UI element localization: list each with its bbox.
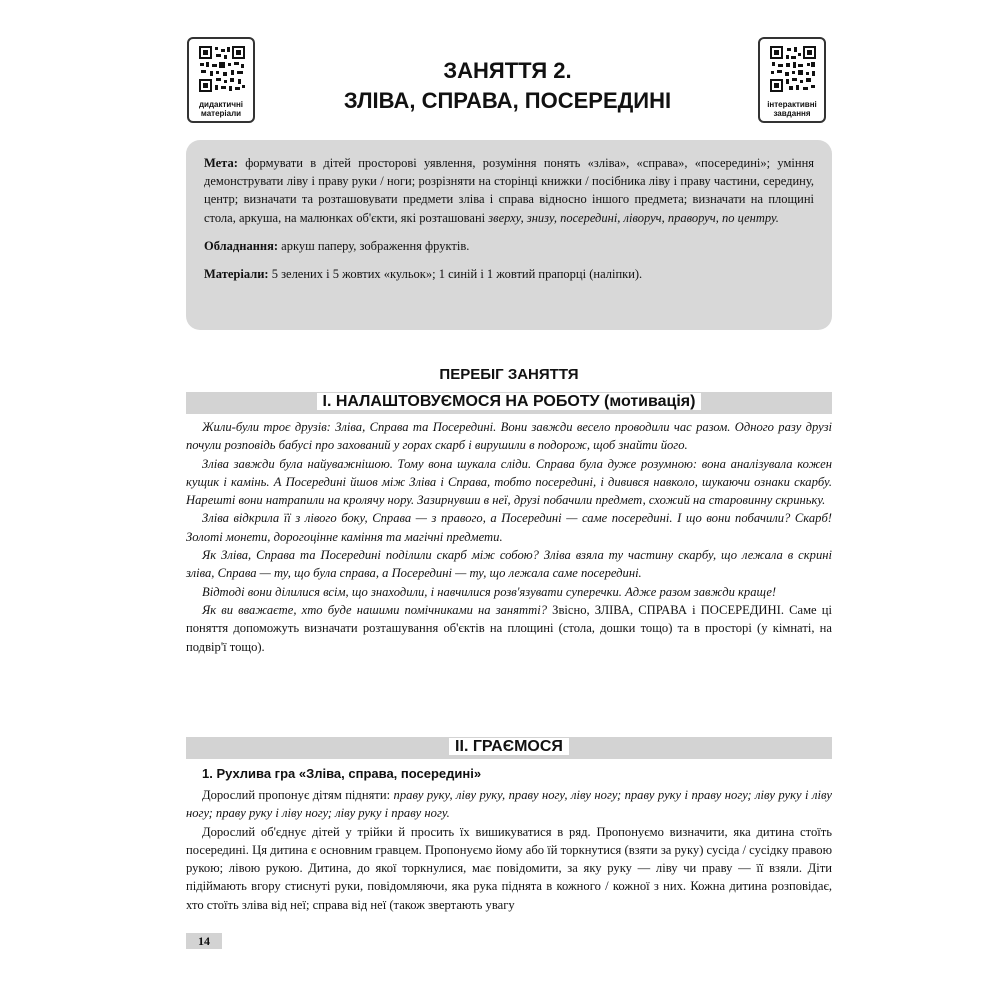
materials-label: Матеріали: [204,267,269,282]
story-paragraph-5: Відтоді вони ділилися всім, що знаходили, і навчилися розв'язувати суперечки. Адже разом завжди краще! [202,584,777,599]
equipment-paragraph [204,237,814,255]
story-answer: Звісно, ЗЛІВА, СПРАВА і ПОСЕРЕДИНІ. Саме ці поняття допоможуть визначати розташування об'єктів на площині (стола, дошки тощо) та в просторі (у кімнаті, на подвір'ї тощо). [186,602,833,654]
course-title: ПЕРЕБІГ ЗАНЯТТЯ [439,366,579,383]
goal-italic-text: зверху, знизу, посередині, ліворуч, праворуч, по центру. [488,210,779,225]
section-1-title: І. НАЛАШТОВУЄМОСЯ НА РОБОТУ (мотивація) [317,393,702,410]
qr-code-icon [198,45,246,93]
section-1-body [186,418,832,656]
section-2-body [186,786,832,914]
story-paragraph-2: Зліва завжди була найуважнішою. Тому вона шукала сліди. Справа була дуже розумною: вона аналізувала кожен кущик і камінь. А Посередині йшов між Зліва і Справа, тобто посередині, і дивився навколо, шукаючи ознаки скарбу. Нарешті вони натрапили на кролячу нору. Зазирнувши в неї, друзі побачили предмет, схожий на старовинну скриньку. [186,456,832,508]
qr-code-card-interactive[interactable] [758,37,826,123]
story-paragraph-4: Як Зліва, Справа та Посередині поділили скарб між собою? Зліва взяла ту частину скарбу, що лежала в скрині зліва, Справа — ту, що була справа, а Посередині — ту, що лежала саме посередині. [186,548,832,581]
story-paragraph-6 [186,601,832,656]
qr-code-icon [769,45,817,93]
game-instruction: Дорослий пропонує дітям підняти: [202,788,391,802]
lesson-number: ЗАНЯТТЯ 2. [443,58,572,83]
lesson-title: ЗЛІВА, СПРАВА, ПОСЕРЕДИНІ [343,88,672,113]
goal-paragraph [204,154,814,227]
game-paragraph-1 [186,786,832,823]
section-2-header [186,737,832,759]
story-question: Як ви вважаєте, хто буде нашими помічниками на занятті? [202,602,548,617]
story-paragraph-3: Зліва відкрила її з лівого боку, Справа — з правого, а Посередині — саме посередині. І що вони побачили? Скарб! Золоті монети, дорогоцінне каміння та магічні предмети. [186,511,832,544]
section-2-title: ІІ. ГРАЄМОСЯ [449,738,569,755]
qr-code-card-didactic[interactable] [187,37,255,123]
goal-text: формувати в дітей просторові уявлення, розуміння понять «зліва», «справа», «посередині»; уміння демонструвати ліву і праву руки / ноги; розрізняти на сторінці книжки / посібника ліву і праву частини, середину, центр; визначати та розташовувати предмети зліва і справа відносно іншого предмета; визначати на площині стола, аркуша, на малюнках об'єкти, які розташовані [204,156,815,225]
game-subheading: 1. Рухлива гра «Зліва, справа, посередині» [202,766,482,781]
materials-text: 5 зелених і 5 жовтих «кульок»; 1 синій і 1 жовтий прапорці (наліпки). [271,267,643,282]
equipment-label: Обладнання: [204,238,279,253]
qr-label-interactive: інтерактивні завдання [767,100,817,118]
materials-paragraph [204,265,814,283]
equipment-text: аркуш паперу, зображення фруктів. [281,238,470,253]
game-paragraph-2: Дорослий об'єднує дітей у трійки й просить їх вишикуватися в ряд. Пропонуємо визначити, яка дитина стоїть посередині. Ця дитина є основним гравцем. Пропонуємо йому або їй торкнутися (взяти за руку) сусіда / сусідку правою рукою; лівою рукою. Дитина, до якої торкнулися, має повідомити, за яку руку — ліву чи праву — її взяли. Діти підіймають вгору стиснуті руки, повідомляючи, яка рука піднята в кожного / кожної з них. Кожна дитина розповідає, хто стоїть зліва від неї; справа від неї (також звертають увагу [186,824,832,912]
page-number: 14 [186,933,222,949]
story-paragraph-1: Жили-були троє друзів: Зліва, Справа та Посередині. Вони завжди весело проводили час разом. Одного разу друзі почули розповідь бабусі про захований у горах скарб і вирушили в подорож, щоб знайти його. [186,420,832,453]
game-commands: праву руку, ліву руку, праву ногу, ліву ногу; праву руку і праву ногу; ліву руку і ліву ногу; праву руку і ліву ногу; ліву руку і праву ногу. [186,788,832,821]
section-1-header [186,392,832,414]
qr-label-didactic: дидактичні матеріали [198,100,244,118]
goal-box [186,140,832,330]
goal-label: Мета: [204,156,238,170]
